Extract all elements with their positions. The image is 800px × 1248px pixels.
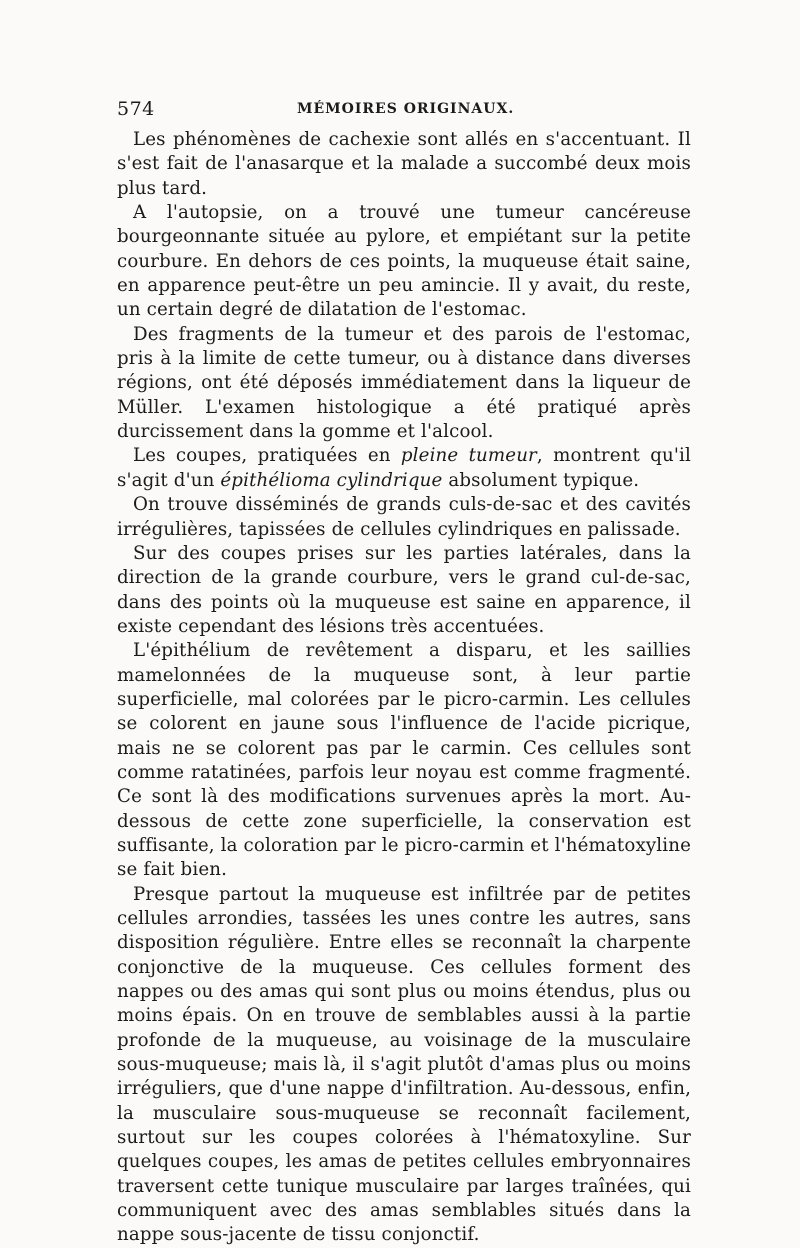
paragraph-coupes-text-2: , montrent qu'il s'agit d'un [117, 445, 691, 491]
paragraph-coupes-italic-1: pleine tumeur [400, 445, 537, 467]
paragraph-coupes-italic-2: épithélioma cylindrique [220, 469, 443, 491]
paragraph-infiltration: Presque partout la muqueuse est infiltrée par de petites cellules arrondies, tassées les unes contre les autres, sans disposition régulière. Entre elles se reconnaît la charpente conjonctive de la muqueuse. Ces cellules forment des nappes ou des amas qui sont plus ou moins étendus, plus ou moins épais. On en trouve de semblables aussi à la partie profonde de la muqueuse, au voisinage de la musculaire sous-muqueuse; mais là, il s'agit plutôt d'amas plus ou moins irréguliers, que d'une nappe d'infiltration. Au-dessous, enfin, la musculaire sous-muqueuse se reconnaît facilement, surtout sur les coupes colorées à l'hématoxyline. Sur quelques coupes, les amas de petites cellules embryonnaires traversent cette tunique musculaire par larges traînées, qui communiquent avec des amas semblables situés dans la nappe sous-jacente de tissu conjonctif. [117, 883, 691, 1246]
paragraph-parties-laterales: Sur des coupes prises sur les parties latérales, dans la direction de la grande courbure, vers le grand cul-de-sac, dans des points où la muqueuse est saine en apparence, il existe cependant des lésions très accentuées. [117, 542, 691, 637]
paragraph-epithelium: L'épithélium de revêtement a disparu, et les saillies mamelonnées de la muqueuse sont, à leur partie superficielle, mal colorées par le picro-carmin. Les cellules se colorent en jaune sous l'influence de l'acide picrique, mais ne se colorent pas par le carmin. Ces cellules sont comme ratatinées, parfois leur noyau est comme fragmenté. Ce sont là des modifications survenues après la mort. Au-dessous de cette zone superficielle, la conservation est suffisante, la coloration par le picro-carmin et l'hématoxyline se fait bien. [117, 640, 691, 881]
paragraph-culs-de-sac: On trouve disséminés de grands culs-de-sac et des cavités irrégulières, tapissées de cellules cylindriques en palissade. [117, 494, 691, 540]
paragraph-autopsie: A l'autopsie, on a trouvé une tumeur cancéreuse bourgeonnante située au pylore, et empiétant sur la petite courbure. En dehors de ces points, la muqueuse était saine, en apparence peut-être un peu amincie. Il y avait, du reste, un certain degré de dilatation de l'estomac. [117, 202, 691, 321]
running-title: MÉMOIRES ORIGINAUX. [297, 101, 515, 117]
paragraph-coupes-text-3: absolument typique. [442, 469, 640, 491]
paragraph-coupes [117, 444, 691, 493]
paragraph-fragments: Des fragments de la tumeur et des parois de l'estomac, pris à la limite de cette tumeur, ou à distance dans diverses régions, ont été déposés immédiatement dans la liqueur de Müller. L'examen histologique a été pratiqué après durcissement dans la gomme et l'alcool. [117, 323, 691, 443]
body-text [117, 128, 691, 1248]
paragraph-cachexie: Les phénomènes de cachexie sont allés en s'accentuant. Il s'est fait de l'anasarque et la malade a succombé deux mois plus tard. [117, 129, 691, 199]
page-header [117, 98, 687, 124]
page-number: 574 [117, 98, 155, 120]
paragraph-coupes-text-1: Les coupes, pratiquées en [133, 445, 401, 467]
